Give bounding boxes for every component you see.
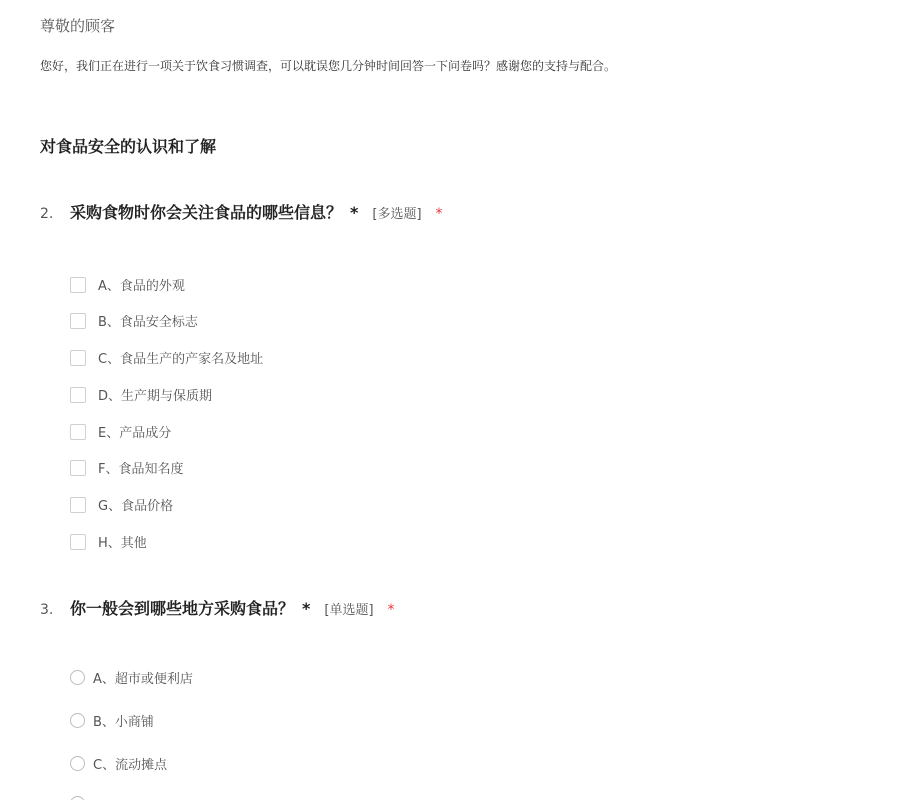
checkbox[interactable] bbox=[70, 277, 86, 293]
checkbox[interactable] bbox=[70, 387, 86, 403]
question-type-label: [单选题] bbox=[324, 603, 374, 618]
radio-button[interactable] bbox=[70, 756, 85, 771]
option-label: G、食品价格 bbox=[98, 499, 174, 514]
required-red-asterisk: * bbox=[387, 602, 395, 618]
greeting-text: 尊敬的顾客 bbox=[40, 17, 116, 35]
option-label: A、食品的外观 bbox=[98, 279, 185, 294]
option-radio-partial[interactable] bbox=[70, 796, 85, 800]
option-label: B、食品安全标志 bbox=[98, 315, 198, 330]
option-checkbox-e[interactable] bbox=[70, 422, 171, 441]
option-radio-c[interactable] bbox=[70, 754, 167, 773]
required-asterisk: * bbox=[302, 599, 311, 618]
option-radio-b[interactable] bbox=[70, 711, 154, 730]
question-3-header bbox=[40, 596, 395, 619]
radio-button[interactable] bbox=[70, 796, 85, 800]
section-title: 对食品安全的认识和了解 bbox=[40, 137, 217, 156]
option-checkbox-f[interactable] bbox=[70, 458, 183, 477]
question-number: 3. bbox=[40, 602, 54, 618]
question-type-label: [多选题] bbox=[372, 207, 422, 222]
option-label: E、产品成分 bbox=[98, 426, 172, 441]
option-radio-a[interactable] bbox=[70, 668, 193, 687]
radio-button[interactable] bbox=[70, 713, 85, 728]
radio-button[interactable] bbox=[70, 670, 85, 685]
option-label: D、生产期与保质期 bbox=[98, 389, 213, 404]
option-checkbox-g[interactable] bbox=[70, 495, 173, 514]
option-checkbox-d[interactable] bbox=[70, 385, 212, 404]
checkbox[interactable] bbox=[70, 534, 86, 550]
option-checkbox-c[interactable] bbox=[70, 348, 263, 367]
option-label: B、小商铺 bbox=[93, 715, 154, 730]
option-checkbox-h[interactable] bbox=[70, 532, 147, 551]
option-label: H、其他 bbox=[98, 536, 147, 551]
checkbox[interactable] bbox=[70, 350, 86, 366]
option-checkbox-a[interactable] bbox=[70, 275, 185, 294]
checkbox[interactable] bbox=[70, 497, 86, 513]
option-label: A、超市或便利店 bbox=[93, 672, 193, 687]
question-number: 2. bbox=[40, 206, 54, 222]
intro-text: 您好，我们正在进行一项关于饮食习惯调查，可以耽误您几分钟时间回答一下问卷吗？感谢您的支持与配合。 bbox=[40, 59, 617, 73]
question-2-header bbox=[40, 200, 443, 223]
required-asterisk: * bbox=[350, 203, 359, 222]
option-checkbox-b[interactable] bbox=[70, 311, 198, 330]
checkbox[interactable] bbox=[70, 424, 86, 440]
option-label: C、食品生产的产家名及地址 bbox=[98, 352, 264, 367]
checkbox[interactable] bbox=[70, 460, 86, 476]
checkbox[interactable] bbox=[70, 313, 86, 329]
required-red-asterisk: * bbox=[435, 206, 443, 222]
option-label: C、流动摊点 bbox=[93, 758, 168, 773]
question-title: 你一般会到哪些地方采购食品？ bbox=[70, 599, 295, 618]
option-label: F、食品知名度 bbox=[98, 462, 184, 477]
question-title: 采购食物时你会关注食品的哪些信息？ bbox=[70, 203, 343, 222]
